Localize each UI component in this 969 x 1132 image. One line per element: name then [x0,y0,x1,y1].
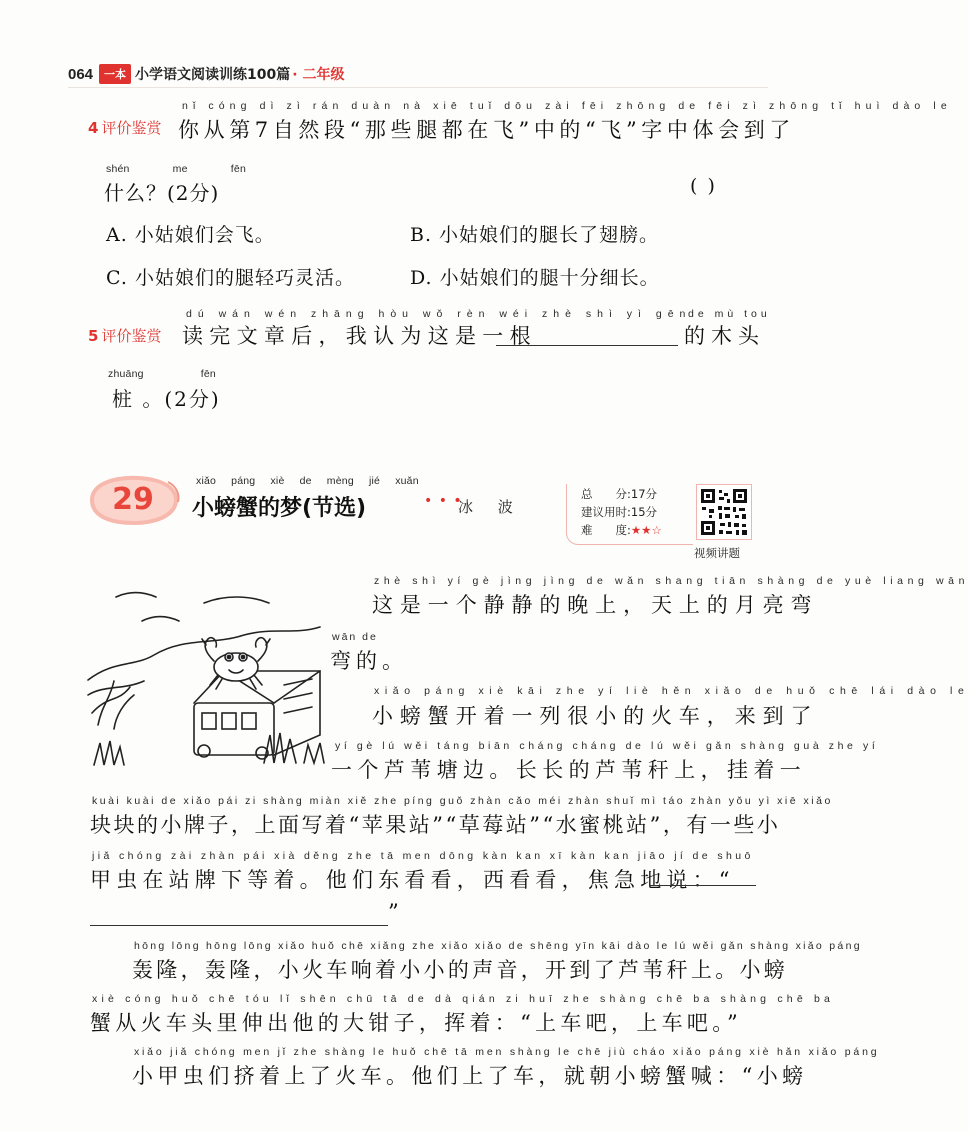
passage-number-badge [84,472,182,528]
q5-label [88,325,161,346]
header-divider [68,87,768,88]
passage-title: 小螃蟹的梦(节选) [192,496,367,521]
q5-pinyin-line1: dú wán wén zhāng hòu wǒ rèn wéi zhè shì yì gēn [186,308,692,320]
q5-tag: 评价鉴赏 [101,327,162,345]
passage-line2-text: 弯的。 [330,649,408,673]
passage-line6-text: 甲虫在站牌下等着。他们东看看，西看看，焦急地说：“ [90,868,735,892]
q4-number: 4 [88,119,99,137]
q5-text-line1: 读完文章后，我认为这是一根 [182,324,537,348]
q5-text-tail: 的木头 [684,324,765,348]
info-difficulty-label: 难 度: [581,523,631,537]
info-time-label: 建议用时: [581,505,631,519]
series-title: 小学语文阅读训练100篇 [135,67,291,83]
qr-code[interactable] [696,484,752,540]
crab-train-illustration [84,575,334,775]
passage-line2-pinyin: wān de [332,631,378,643]
brand-logo: 一本 [99,64,131,84]
cloud-line [116,593,156,598]
cloud-line [142,617,179,622]
info-time-value: 15分 [630,505,658,519]
passage-info-box [566,484,693,545]
passage-line8-pinyin: hōng lōng hōng lōng xiǎo huǒ chē xiǎng zhe xiǎo xiǎo de shēng yīn kāi dào le lú wěi gǎn shàng xiǎo páng [134,940,862,952]
passage-line9-text: 蟹从火车头里伸出他的大钳子，挥着：“上车吧，上车吧。” [90,1011,743,1035]
info-total [581,486,657,502]
passage-line9-pinyin: xiè cóng huǒ chē tóu lǐ shēn chū tā de dà qián zi huī zhe shàng chē ba shàng chē ba [92,993,835,1005]
qr-code-icon [697,485,751,539]
q5-number: 5 [88,327,99,345]
q4-text-line1: 你从第7自然段“那些腿都在飞”中的“飞”字中体会到了 [178,118,795,142]
q4-answer-bracket[interactable]: ( ) [690,175,717,197]
passage-answer-blank-line2[interactable] [90,924,388,926]
page-number: 064 [68,65,94,83]
running-header [68,63,344,85]
q5-text-line2: 桩 。(2分) [112,387,221,411]
passage-line4-pinyin: yí gè lú wěi táng biān cháng cháng de lú wěi gǎn shàng guà zhe yí [335,740,879,752]
passage-line8-text: 轰隆，轰隆，小火车响着小小的声音，开到了芦苇秆上。小螃 [132,958,789,982]
qr-caption: 视频讲题 [694,546,740,560]
passage-answer-blank-line1[interactable] [650,884,756,886]
q5-pinyin-line2: zhuāng fēn [108,368,216,380]
passage-author: 冰 波 [458,498,523,516]
q4-label [88,117,161,138]
passage-number: 29 [112,482,154,517]
passage-line3-pinyin: xiǎo páng xiè kāi zhe yí liè hěn xiǎo de huǒ chē lái dào le [374,685,969,697]
difficulty-stars: ★★☆ [630,523,662,537]
passage-line4-text: 一个芦苇塘边。长长的芦苇秆上，挂着一 [331,758,807,782]
q4-pinyin-line1: nǐ cóng dì zì rán duàn nà xiē tuǐ dōu zài fēi zhōng de fēi zì zhōng tǐ huì dào le [182,100,952,112]
info-total-label: 总 分: [581,487,631,501]
passage-line7-text: ” [388,900,405,924]
grade-label: · 二年级 [292,67,345,83]
passage-title-pinyin: xiǎo páng xiè de mèng jié xuǎn [196,475,419,487]
passage-line5-pinyin: kuài kuài de xiǎo pái zi shàng miàn xiě zhe píng guǒ zhàn cǎo méi zhàn shuǐ mì táo zhàn yǒu yì xiē xiǎo [92,795,833,807]
q4-tag: 评价鉴赏 [101,119,162,137]
q4-option-d[interactable]: D. 小姑娘们的腿十分细长。 [410,267,660,289]
passage-line10-text: 小甲虫们挤着上了火车。他们上了车，就朝小螃蟹喊：“小螃 [132,1064,808,1088]
cloud-line [204,597,269,603]
passage-line1-pinyin: zhè shì yí gè jìng jìng de wǎn shang tiān shàng de yuè liang wān [374,575,969,587]
q5-pinyin-tail: de mù tou [688,308,771,320]
q4-pinyin-line2: shén me fēn [106,163,246,175]
q5-answer-blank[interactable] [496,344,678,346]
passage-line3-text: 小螃蟹开着一列很小的火车，来到了 [372,704,819,728]
passage-line1-text: 这是一个静静的晚上，天上的月亮弯 [372,593,819,617]
passage-line10-pinyin: xiǎo jiǎ chóng men jǐ zhe shàng le huǒ chē tā men shàng le chē jiù cháo xiǎo páng xiè hǎn xiǎo páng [134,1046,880,1058]
passage-line6-pinyin: jiǎ chóng zài zhàn pái xià děng zhe tā men dōng kàn kan xī kàn kan jiāo jí de shuō [92,850,754,862]
info-difficulty [581,522,662,538]
passage-line5-text: 块块的小牌子，上面写着“苹果站”“草莓站”“水蜜桃站”，有一些小 [90,813,781,837]
q4-option-a[interactable]: A. 小姑娘们会飞。 [106,224,275,246]
q4-option-b[interactable]: B. 小姑娘们的腿长了翅膀。 [410,224,660,246]
title-dots: • • • [424,493,463,509]
info-time [581,504,657,520]
info-total-value: 17分 [630,487,658,501]
q4-option-c[interactable]: C. 小姑娘们的腿轻巧灵活。 [106,267,355,289]
q4-text-line2: 什么？(2分) [104,181,220,205]
